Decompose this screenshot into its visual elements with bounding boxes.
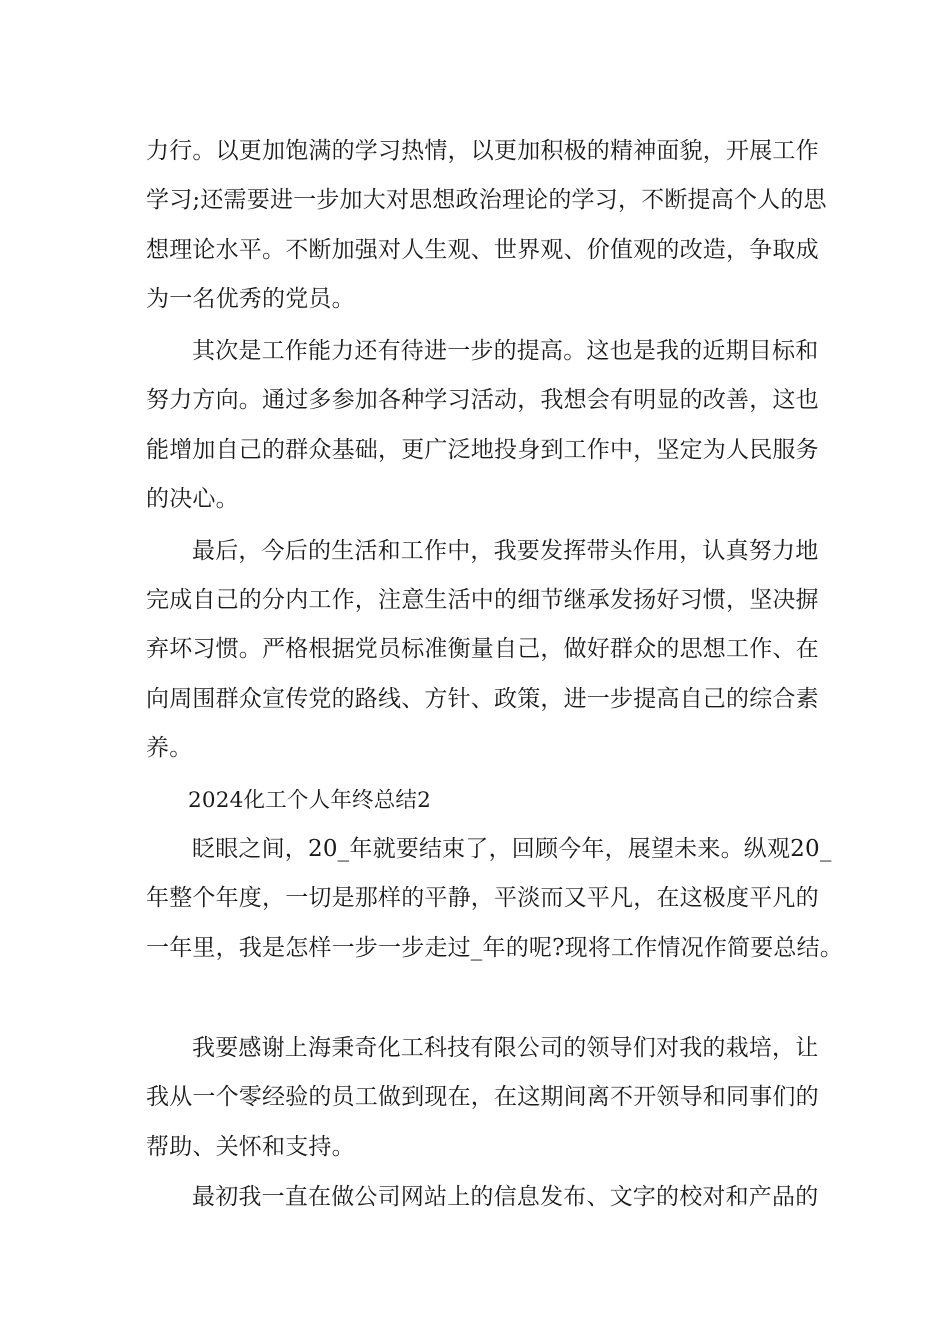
paragraph-line: 想理论水平。不断加强对人生观、世界观、价值观的改造，争取成 bbox=[146, 237, 819, 263]
paragraph-line: 一年里，我是怎样一步一步走过_年的呢?现将工作情况作简要总结。 bbox=[146, 935, 844, 961]
paragraph-line: 能增加自己的群众基础，更广泛地投身到工作中，坚定为人民服务 bbox=[146, 437, 819, 463]
paragraph-line: 弃坏习惯。严格根据党员标准衡量自己，做好群众的思想工作、在 bbox=[146, 636, 819, 662]
paragraph-line: 其次是工作能力还有待进一步的提高。这也是我的近期目标和 bbox=[192, 338, 819, 364]
paragraph-line: 向周围群众宣传党的路线、方针、政策，进一步提高自己的综合素 bbox=[146, 686, 819, 712]
paragraph-line: 最后，今后的生活和工作中，我要发挥带头作用，认真努力地 bbox=[192, 538, 819, 564]
paragraph-line: 年整个年度，一切是那样的平静，平淡而又平凡，在这极度平凡的 bbox=[146, 885, 819, 911]
paragraph-line: 眨眼之间，20_年就要结束了，回顾今年，展望未来。纵观20_ bbox=[192, 836, 832, 862]
paragraph-line: 完成自己的分内工作，注意生活中的细节继承发扬好习惯，坚决摒 bbox=[146, 587, 819, 613]
paragraph-line: 努力方向。通过多参加各种学习活动，我想会有明显的改善，这也 bbox=[146, 387, 819, 413]
section-title: 2024化工个人年终总结2 bbox=[188, 788, 431, 813]
paragraph-line: 我要感谢上海秉奇化工科技有限公司的领导们对我的栽培，让 bbox=[192, 1035, 819, 1061]
paragraph-line: 力行。以更加饱满的学习热情，以更加积极的精神面貌，开展工作 bbox=[146, 138, 819, 164]
paragraph-line: 的决心。 bbox=[146, 486, 239, 512]
paragraph-line: 我从一个零经验的员工做到现在，在这期间离不开领导和同事们的 bbox=[146, 1084, 819, 1110]
paragraph-line: 学习;还需要进一步加大对思想政治理论的学习，不断提高个人的思 bbox=[146, 187, 827, 213]
paragraph-line: 养。 bbox=[146, 735, 193, 761]
paragraph-line: 帮助、关怀和支持。 bbox=[146, 1134, 355, 1160]
paragraph-line: 最初我一直在做公司网站上的信息发布、文字的校对和产品的 bbox=[192, 1184, 819, 1210]
paragraph-line: 为一名优秀的党员。 bbox=[146, 286, 355, 312]
